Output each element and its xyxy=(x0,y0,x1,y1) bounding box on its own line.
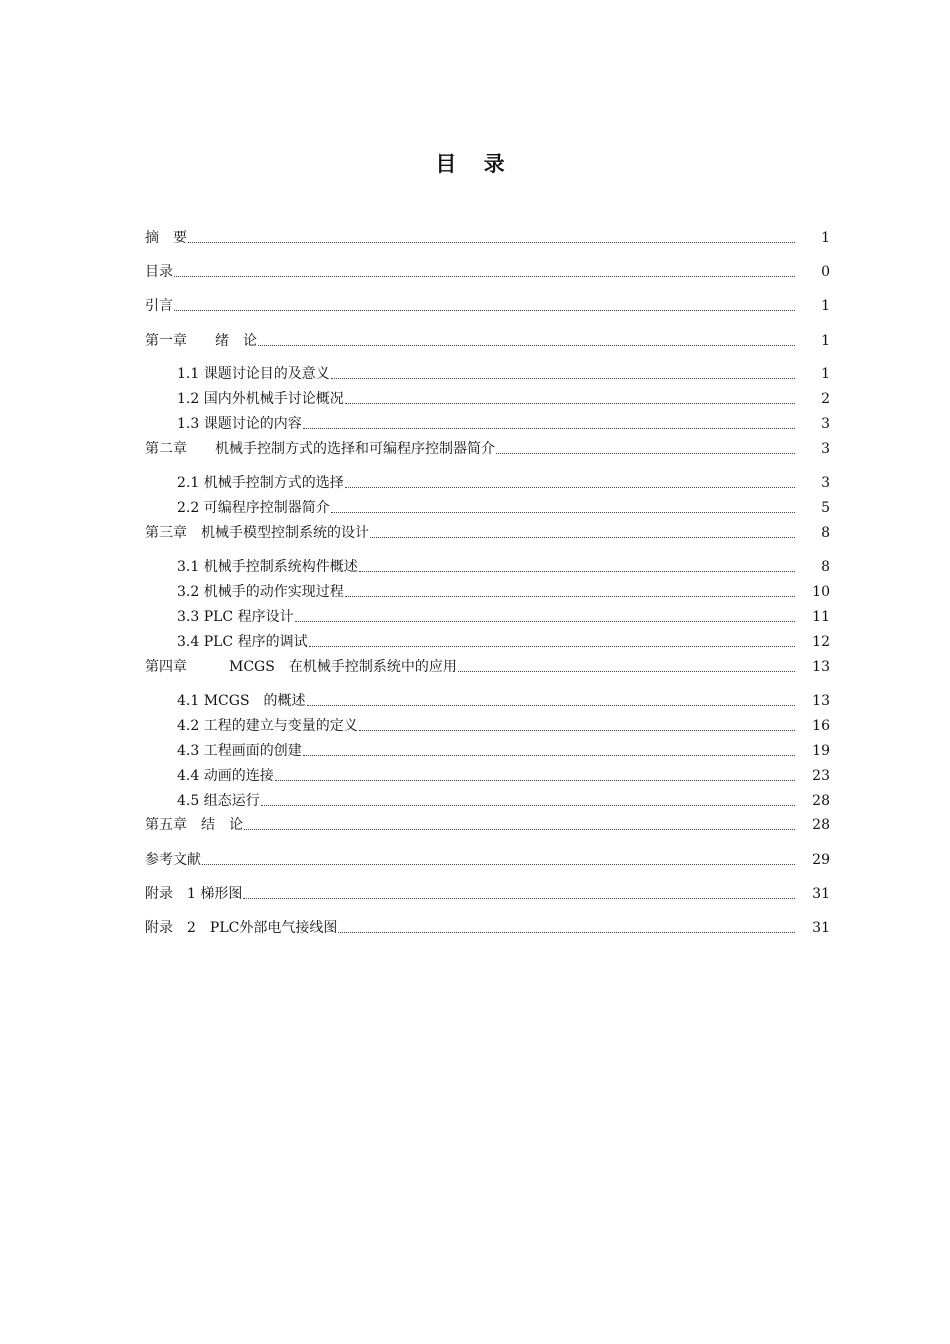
dot-leader xyxy=(345,487,795,488)
toc-entry-label: 2.1 机械手控制方式的选择 xyxy=(177,475,344,491)
dot-leader xyxy=(188,242,795,243)
toc-entry-page-number: 1 xyxy=(821,366,830,382)
dot-leader xyxy=(295,621,795,622)
dot-leader xyxy=(307,705,795,706)
toc-entry-label: 4.2 工程的建立与变量的定义 xyxy=(177,718,358,734)
toc-entry-label: 4.3 工程画面的创建 xyxy=(177,743,302,759)
toc-entry-section[interactable] xyxy=(177,765,795,785)
dot-leader xyxy=(303,755,795,756)
toc-entry-page-number: 13 xyxy=(812,693,830,709)
toc-entry-label: 附录 2 PLC外部电气接线图 xyxy=(145,920,338,936)
dot-leader xyxy=(496,453,795,454)
toc-entry-page-number: 23 xyxy=(812,768,830,784)
toc-entry-section[interactable] xyxy=(177,606,795,626)
dot-leader xyxy=(202,864,795,865)
dot-leader xyxy=(345,403,795,404)
toc-entry-chapter[interactable] xyxy=(145,656,795,676)
toc-entry-page-number: 5 xyxy=(821,500,830,516)
toc-entry-chapter[interactable] xyxy=(145,814,795,834)
toc-entry-chapter[interactable] xyxy=(145,227,795,247)
toc-entry-section[interactable] xyxy=(177,581,795,601)
toc-entry-section[interactable] xyxy=(177,556,795,576)
toc-entry-page-number: 12 xyxy=(812,634,830,650)
toc-entry-label: 第一章 绪 论 xyxy=(145,333,257,349)
toc-entry-page-number: 28 xyxy=(812,793,830,809)
toc-entry-chapter[interactable] xyxy=(145,261,795,281)
toc-entry-chapter[interactable] xyxy=(145,522,795,542)
toc-entry-section[interactable] xyxy=(177,631,795,651)
dot-leader xyxy=(244,829,795,830)
toc-entry-page-number: 1 xyxy=(821,298,830,314)
dot-leader xyxy=(258,345,795,346)
toc-entry-page-number: 2 xyxy=(821,391,830,407)
toc-entry-label: 4.4 动画的连接 xyxy=(177,768,274,784)
dot-leader xyxy=(359,730,795,731)
toc-entry-label: 第二章 机械手控制方式的选择和可编程序控制器简介 xyxy=(145,441,495,457)
toc-entry-label: 1.2 国内外机械手讨论概况 xyxy=(177,391,344,407)
toc-entry-page-number: 31 xyxy=(812,886,830,902)
toc-entry-section[interactable] xyxy=(177,715,795,735)
dot-leader xyxy=(458,671,795,672)
toc-entry-label: 4.5 组态运行 xyxy=(177,793,260,809)
dot-leader xyxy=(331,512,795,513)
toc-entry-label: 4.1 MCGS 的概述 xyxy=(177,693,306,709)
toc-entry-page-number: 10 xyxy=(812,584,830,600)
dot-leader xyxy=(345,596,795,597)
toc-entry-chapter[interactable] xyxy=(145,849,795,869)
toc-entry-section[interactable] xyxy=(177,472,795,492)
toc-entry-label: 摘 要 xyxy=(145,230,187,246)
dot-leader xyxy=(331,378,795,379)
toc-entry-page-number: 3 xyxy=(821,475,830,491)
toc-entry-chapter[interactable] xyxy=(145,917,795,937)
toc-entry-page-number: 11 xyxy=(812,609,830,625)
dot-leader xyxy=(359,571,795,572)
toc-entry-label: 第三章 机械手模型控制系统的设计 xyxy=(145,525,369,541)
dot-leader xyxy=(243,898,795,899)
dot-leader xyxy=(370,537,795,538)
dot-leader xyxy=(303,428,795,429)
toc-entry-chapter[interactable] xyxy=(145,330,795,350)
toc-entry-page-number: 28 xyxy=(812,817,830,833)
dot-leader xyxy=(275,780,795,781)
toc-entry-page-number: 0 xyxy=(821,264,830,280)
toc-entry-label: 第五章 结 论 xyxy=(145,817,243,833)
toc-entry-page-number: 8 xyxy=(821,525,830,541)
toc-entry-label: 第四章 MCGS 在机械手控制系统中的应用 xyxy=(145,659,457,675)
toc-entry-chapter[interactable] xyxy=(145,883,795,903)
toc-entry-page-number: 31 xyxy=(812,920,830,936)
toc-entry-page-number: 3 xyxy=(821,416,830,432)
toc-entry-section[interactable] xyxy=(177,497,795,517)
toc-entry-label: 1.3 课题讨论的内容 xyxy=(177,416,302,432)
toc-entry-label: 3.3 PLC 程序设计 xyxy=(177,609,294,625)
toc-entry-page-number: 16 xyxy=(812,718,830,734)
toc-entry-label: 3.1 机械手控制系统构件概述 xyxy=(177,559,358,575)
toc-entry-label: 参考文献 xyxy=(145,852,201,868)
toc-entry-label: 2.2 可编程序控制器简介 xyxy=(177,500,330,516)
toc-entry-chapter[interactable] xyxy=(145,438,795,458)
toc-entry-section[interactable] xyxy=(177,690,795,710)
toc-entry-chapter[interactable] xyxy=(145,295,795,315)
toc-entry-page-number: 1 xyxy=(821,333,830,349)
dot-leader xyxy=(174,276,795,277)
toc-title: 目 录 xyxy=(435,152,515,176)
toc-entry-page-number: 19 xyxy=(812,743,830,759)
toc-entry-page-number: 13 xyxy=(812,659,830,675)
toc-entry-label: 目录 xyxy=(145,264,173,280)
toc-entry-section[interactable] xyxy=(177,388,795,408)
toc-entry-label: 引言 xyxy=(145,298,173,314)
toc-entry-section[interactable] xyxy=(177,790,795,810)
dot-leader xyxy=(338,932,795,933)
dot-leader xyxy=(309,646,795,647)
toc-entry-label: 3.4 PLC 程序的调试 xyxy=(177,634,308,650)
toc-entry-page-number: 29 xyxy=(812,852,830,868)
toc-entry-label: 附录 1 梯形图 xyxy=(145,886,243,902)
toc-entry-section[interactable] xyxy=(177,363,795,383)
toc-entry-page-number: 3 xyxy=(821,441,830,457)
toc-entry-label: 3.2 机械手的动作实现过程 xyxy=(177,584,344,600)
toc-entry-label: 1.1 课题讨论目的及意义 xyxy=(177,366,330,382)
toc-entry-section[interactable] xyxy=(177,740,795,760)
dot-leader xyxy=(261,805,795,806)
dot-leader xyxy=(174,310,795,311)
toc-entry-page-number: 1 xyxy=(821,230,830,246)
toc-entry-section[interactable] xyxy=(177,413,795,433)
toc-entry-page-number: 8 xyxy=(821,559,830,575)
